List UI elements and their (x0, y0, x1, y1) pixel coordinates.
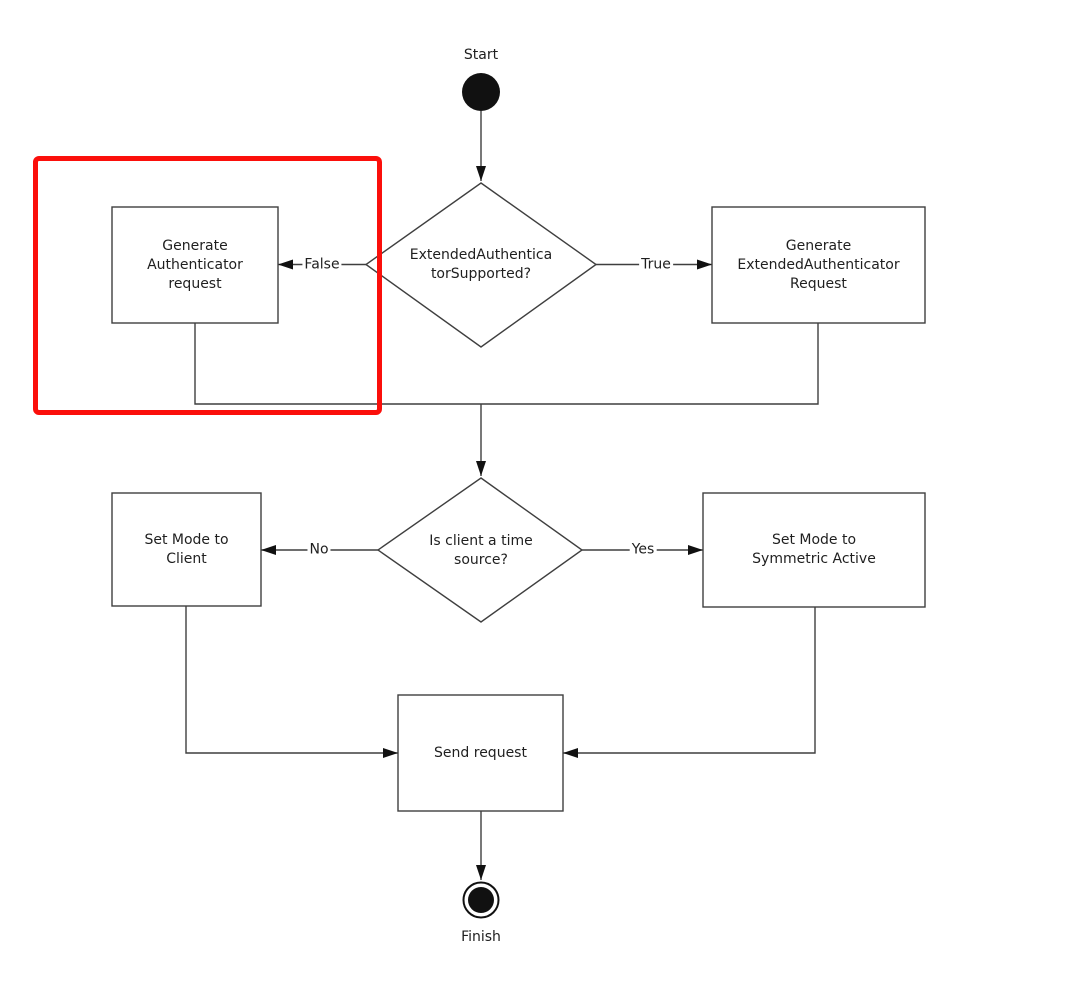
process-set-mode-client-label: Set Mode to Client (144, 531, 229, 567)
decision-extended-auth-label: ExtendedAuthentica torSupported? (409, 247, 553, 282)
process-set-mode-symmetric-label: Set Mode to Symmetric Active (752, 532, 876, 567)
finish-node-circle (468, 887, 494, 913)
process-generate-authenticator-label: Generate Authenticator request (147, 237, 243, 292)
decision-time-source-label: Is client a time source? (429, 533, 533, 568)
process-generate-extended-authenticator-shape (712, 207, 925, 323)
process-generate-extended-authenticator-label: Generate ExtendedAuthenticator Request (737, 237, 900, 292)
start-label: Start (463, 47, 499, 63)
finish-label: Finish (461, 929, 501, 945)
process-send-request-shape (398, 695, 563, 811)
process-send-request-label: Send request (434, 744, 527, 761)
edge-label-yes: Yes (631, 541, 655, 558)
process-set-mode-client-shape (112, 493, 261, 606)
decision-extended-auth-shape (366, 183, 596, 347)
edge-symmetric-to-send-request (563, 607, 815, 753)
decision-time-source-shape (378, 478, 582, 622)
process-generate-authenticator-shape (112, 207, 278, 323)
edge-client-to-send-request (186, 606, 398, 753)
start-node-circle (462, 73, 500, 111)
edge-merge-branches (195, 323, 818, 404)
edge-label-no: No (309, 541, 329, 558)
process-set-mode-symmetric-shape (703, 493, 925, 607)
edge-label-true: True (641, 256, 671, 273)
edge-label-false: False (304, 256, 340, 273)
